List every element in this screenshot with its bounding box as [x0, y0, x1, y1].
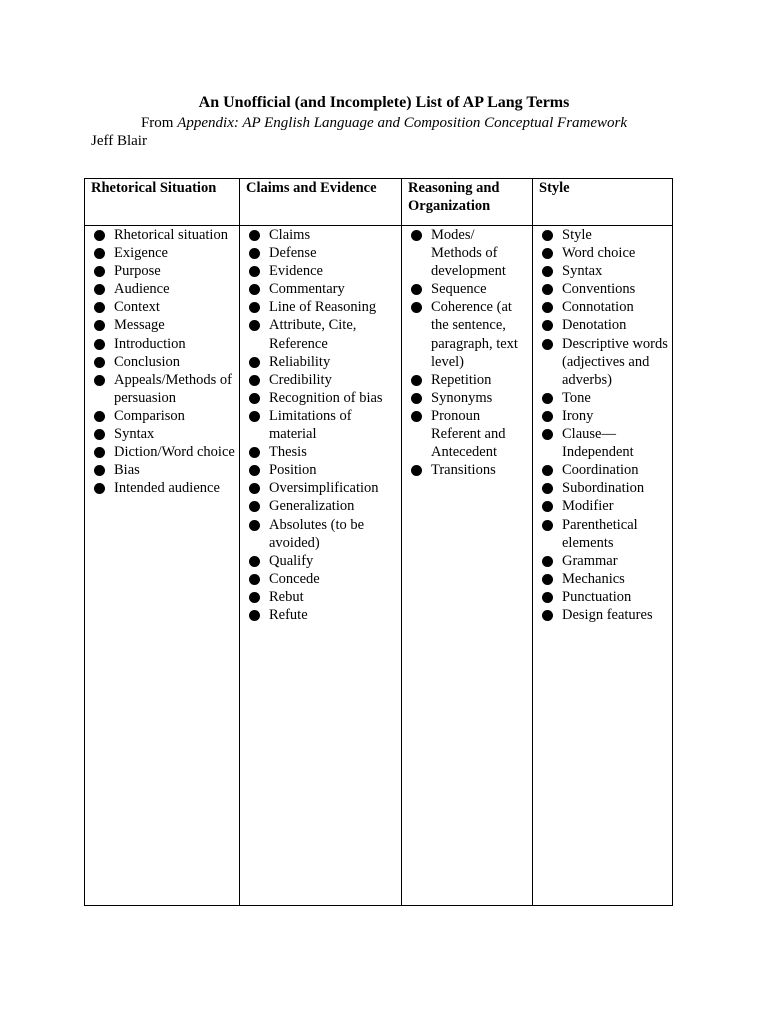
list-item: Defense [246, 244, 397, 262]
list-item: Coherence (at the sentence, paragraph, text level) [408, 298, 528, 370]
column-cell [533, 226, 673, 906]
list-item: Purpose [91, 262, 235, 280]
list-item: Connotation [539, 298, 668, 316]
column-header [402, 179, 533, 226]
list-item: Absolutes (to be avoided) [246, 516, 397, 552]
table-body-row [85, 226, 673, 906]
list-item: Limitations of material [246, 407, 397, 443]
list-item: Irony [539, 407, 668, 425]
list-item: Repetition [408, 371, 528, 389]
list-item: Descriptive words (adjectives and adverbs) [539, 335, 668, 389]
list-item: Synonyms [408, 389, 528, 407]
list-item: Qualify [246, 552, 397, 570]
list-item: Mechanics [539, 570, 668, 588]
list-item: Style [539, 226, 668, 244]
document-title: An Unofficial (and Incomplete) List of AP Lang Terms [198, 94, 570, 111]
list-item: Modifier [539, 497, 668, 515]
list-item: Word choice [539, 244, 668, 262]
list-item: Introduction [91, 335, 235, 353]
column-cell [402, 226, 533, 906]
list-item: Credibility [246, 371, 397, 389]
term-list-reasoning-and-organization [408, 226, 528, 479]
list-item: Grammar [539, 552, 668, 570]
list-item: Commentary [246, 280, 397, 298]
list-item: Rhetorical situation [91, 226, 235, 244]
list-item: Conventions [539, 280, 668, 298]
list-item: Transitions [408, 461, 528, 479]
list-item: Reliability [246, 353, 397, 371]
column-header [85, 179, 240, 226]
list-item: Concede [246, 570, 397, 588]
list-item: Intended audience [91, 479, 235, 497]
list-item: Punctuation [539, 588, 668, 606]
list-item: Audience [91, 280, 235, 298]
list-item: Line of Reasoning [246, 298, 397, 316]
list-item: Bias [91, 461, 235, 479]
list-item: Syntax [539, 262, 668, 280]
list-item: Pronoun Referent and Antecedent [408, 407, 528, 461]
term-list-claims-and-evidence [246, 226, 397, 624]
list-item: Subordination [539, 479, 668, 497]
list-item: Context [91, 298, 235, 316]
subtitle-source: Appendix: AP English Language and Composition Conceptual Framework [177, 115, 628, 131]
author-name: Jeff Blair [91, 133, 147, 149]
list-item: Sequence [408, 280, 528, 298]
list-item: Appeals/Methods of persuasion [91, 371, 235, 407]
list-item: Comparison [91, 407, 235, 425]
list-item: Generalization [246, 497, 397, 515]
term-list-style [539, 226, 668, 624]
list-item: Denotation [539, 316, 668, 334]
column-cell [240, 226, 402, 906]
list-item: Rebut [246, 588, 397, 606]
column-heading-rhetorical-situation: Rhetorical Situation [91, 180, 217, 196]
column-header [533, 179, 673, 226]
list-item: Diction/Word choice [91, 443, 235, 461]
list-item: Clause—Independent [539, 425, 668, 461]
list-item: Refute [246, 606, 397, 624]
list-item: Thesis [246, 443, 397, 461]
table-header-row [85, 179, 673, 226]
list-item: Exigence [91, 244, 235, 262]
list-item: Recognition of bias [246, 389, 397, 407]
list-item: Evidence [246, 262, 397, 280]
column-heading-claims-and-evidence: Claims and Evidence [246, 180, 377, 196]
list-item: Claims [246, 226, 397, 244]
terms-table [84, 178, 673, 906]
list-item: Parenthetical elements [539, 516, 668, 552]
list-item: Position [246, 461, 397, 479]
list-item: Attribute, Cite, Reference [246, 316, 397, 352]
subtitle-prefix: From [140, 115, 178, 131]
column-heading-style: Style [539, 180, 570, 196]
list-item: Modes/ Methods of development [408, 226, 528, 280]
column-heading-reasoning-and-organization: Reasoning and Organization [408, 180, 500, 214]
list-item: Oversimplification [246, 479, 397, 497]
column-cell [85, 226, 240, 906]
list-item: Syntax [91, 425, 235, 443]
list-item: Coordination [539, 461, 668, 479]
term-list-rhetorical-situation [91, 226, 235, 497]
list-item: Tone [539, 389, 668, 407]
list-item: Message [91, 316, 235, 334]
list-item: Design features [539, 606, 668, 624]
document-subtitle [0, 115, 768, 132]
list-item: Conclusion [91, 353, 235, 371]
column-header [240, 179, 402, 226]
